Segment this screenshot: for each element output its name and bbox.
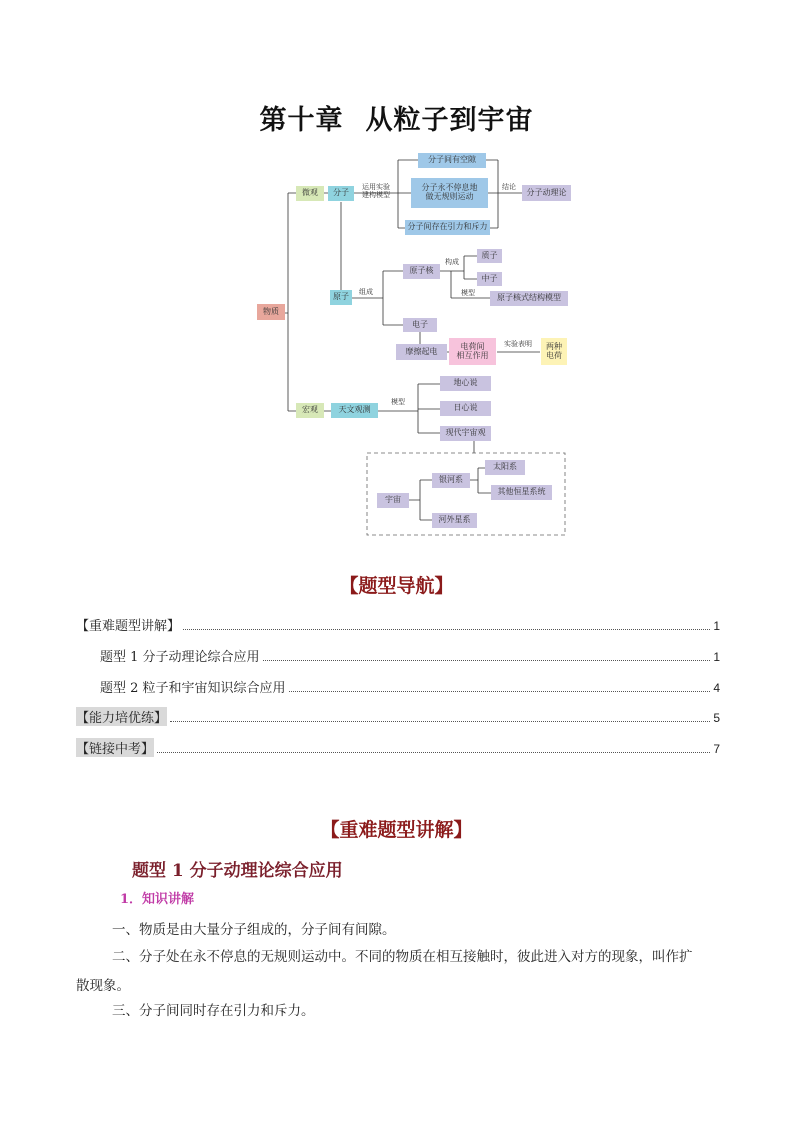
label-model-atom: 模型 xyxy=(461,289,475,297)
node-macro: 宏观 xyxy=(296,403,324,418)
toc-leader xyxy=(289,681,711,692)
toc-leader xyxy=(157,742,710,753)
nav-heading: 【题型导航】 xyxy=(339,575,454,597)
label-model-universe: 模型 xyxy=(391,398,405,406)
node-motion: 分子永不停息地 做无规则运动 xyxy=(411,178,488,208)
node-modern: 现代宇宙观 xyxy=(440,426,491,441)
toc-page-number: 5 xyxy=(713,711,720,725)
toc-page-number: 7 xyxy=(713,742,720,756)
label-compose: 组成 xyxy=(359,288,373,296)
node-neutron: 中子 xyxy=(477,272,502,286)
section-heading: 【重难题型讲解】 xyxy=(320,819,473,841)
toc-entry[interactable] xyxy=(100,646,720,664)
paragraph-3: 三、分子间同时存在引力和斥力。 xyxy=(112,1003,315,1019)
paragraph-2-cont: 散现象。 xyxy=(76,978,130,994)
label-experiment-shows: 实验表明 xyxy=(504,340,532,348)
paragraph-2: 二、分子处在永不停息的无规则运动中。不同的物质在相互接触时，彼此进入对方的现象，叫作扩 xyxy=(112,949,693,965)
toc-leader xyxy=(183,619,710,630)
node-molecule: 分子 xyxy=(328,186,354,201)
node-other-stars: 其他恒星系统 xyxy=(491,485,552,500)
node-atom-model: 原子核式结构模型 xyxy=(490,291,568,306)
node-force: 分子间存在引力和斥力 xyxy=(405,220,490,235)
node-extragalactic: 河外星系 xyxy=(432,513,477,528)
toc-entry-text: 【链接中考】 xyxy=(76,738,154,757)
toc-entry-text: 【重难题型讲解】 xyxy=(76,619,181,634)
toc-leader xyxy=(170,711,710,722)
concept-map xyxy=(0,0,793,560)
toc-entry[interactable] xyxy=(76,707,720,725)
node-galaxy: 银河系 xyxy=(432,473,470,488)
node-heliocentric: 日心说 xyxy=(440,401,491,416)
toc-entry-text: 【能力培优练】 xyxy=(76,707,167,726)
toc-leader xyxy=(263,650,711,661)
node-astronomy: 天文观测 xyxy=(331,403,378,418)
toc-page-number: 1 xyxy=(713,650,720,664)
node-theory: 分子动理论 xyxy=(522,185,571,201)
node-micro: 微观 xyxy=(296,186,324,201)
node-universe: 宇宙 xyxy=(377,493,409,508)
subsection-heading: 1．知识讲解 xyxy=(120,892,195,907)
paragraph-1: 一、物质是由大量分子组成的，分子间有间隙。 xyxy=(112,922,396,938)
toc-entry[interactable] xyxy=(100,677,720,695)
node-solar: 太阳系 xyxy=(485,460,525,475)
toc-entry[interactable] xyxy=(76,615,720,633)
node-friction: 摩擦起电 xyxy=(396,344,447,360)
label-model-experiment: 运用实验 建构模型 xyxy=(362,183,390,200)
label-conclusion: 结论 xyxy=(502,183,516,191)
toc-entry[interactable] xyxy=(76,738,720,756)
concept-map-lines xyxy=(0,0,793,560)
node-atom: 原子 xyxy=(330,290,352,305)
node-gap: 分子间有空隙 xyxy=(418,153,486,168)
node-geocentric: 地心说 xyxy=(440,376,491,391)
toc-page-number: 4 xyxy=(713,681,720,695)
node-charge-interaction: 电荷间 相互作用 xyxy=(449,338,496,365)
node-root: 物质 xyxy=(257,304,285,320)
node-electron: 电子 xyxy=(403,318,437,332)
toc-page-number: 1 xyxy=(713,619,720,633)
node-nucleus: 原子核 xyxy=(403,264,440,279)
label-construct: 构成 xyxy=(445,258,459,266)
topic-heading: 题型 1 分子动理论综合应用 xyxy=(132,861,343,881)
toc-entry-text: 题型 2 粒子和宇宙知识综合应用 xyxy=(100,681,286,696)
node-proton: 质子 xyxy=(477,249,502,263)
node-two-charges: 两种 电荷 xyxy=(541,338,567,365)
page-title: 第十章 从粒子到宇宙 xyxy=(259,105,534,136)
toc-entry-text: 题型 1 分子动理论综合应用 xyxy=(100,650,260,665)
